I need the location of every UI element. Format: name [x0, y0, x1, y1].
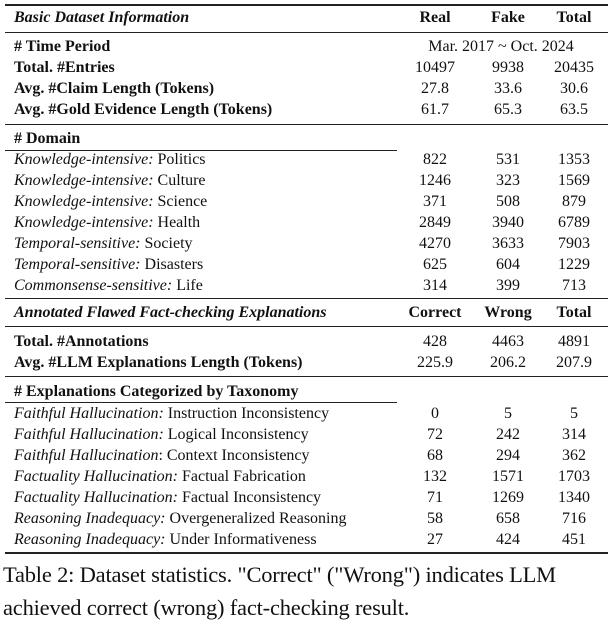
cell: 3940: [492, 214, 524, 231]
col-header-fake: Fake: [491, 9, 525, 26]
section2-header-row: [0, 302, 608, 323]
time-period-row: [0, 36, 608, 57]
cell: 1571: [492, 468, 524, 485]
row-prefix: Reasoning Inadequacy:: [14, 510, 166, 527]
cell: 716: [562, 510, 586, 527]
table-row: [0, 487, 608, 508]
cell: 3633: [492, 235, 524, 252]
row-label: Factual Inconsistency: [181, 489, 322, 506]
cell: 4463: [492, 333, 524, 350]
caption-text: Dataset statistics. "Correct" ("Wrong") indicates LLM achieved correct (wrong) fact-checking result.: [3, 562, 556, 620]
cell: 1229: [558, 256, 590, 273]
cell: 294: [496, 447, 520, 464]
row-prefix: Commonsense-sensitive:: [14, 277, 173, 294]
row-label: Society: [144, 235, 193, 252]
cell: 323: [496, 172, 520, 189]
row-label: Avg. #LLM Explanations Length (Tokens): [14, 354, 303, 371]
section1-end-rule: [5, 124, 608, 125]
row-label: Politics: [157, 151, 206, 168]
cell: 1353: [558, 151, 590, 168]
row-prefix: Faithful Hallucination: [14, 447, 159, 464]
table-row: [0, 99, 608, 120]
cell: 713: [562, 277, 586, 294]
col-header-wrong: Wrong: [484, 304, 532, 321]
cell: 10497: [415, 59, 455, 76]
table-row: [0, 445, 608, 466]
cell: 371: [423, 193, 447, 210]
section1-header-row: [0, 7, 608, 28]
cell: 225.9: [417, 354, 453, 371]
section2-end-rule: [5, 376, 608, 377]
cell: 658: [496, 510, 520, 527]
table-row: [0, 331, 608, 352]
row-prefix: Temporal-sensitive:: [14, 235, 141, 252]
row-prefix: Knowledge-intensive:: [14, 172, 154, 189]
table-row: [0, 424, 608, 445]
bottom-rule: [5, 552, 608, 554]
section2-title: Annotated Flawed Fact-checking Explanations: [14, 304, 327, 321]
row-label: Total. #Entries: [14, 59, 115, 76]
row-prefix: Knowledge-intensive:: [14, 151, 154, 168]
top-rule: [5, 4, 608, 6]
cell: 4891: [558, 333, 590, 350]
cell: 20435: [554, 59, 594, 76]
cell: 5: [570, 405, 578, 422]
table-row: [0, 191, 608, 212]
cell: 4270: [419, 235, 451, 252]
row-label: Culture: [157, 172, 206, 189]
table-row: [0, 233, 608, 254]
cell: 72: [427, 426, 443, 443]
row-label: : Context Inconsistency: [158, 447, 310, 464]
row-prefix: Temporal-sensitive:: [14, 256, 141, 273]
cell: 27.8: [421, 80, 449, 97]
cell: 1340: [558, 489, 590, 506]
row-label: Logical Inconsistency: [167, 426, 309, 443]
cell: 27: [427, 531, 443, 548]
cell: 7903: [558, 235, 590, 252]
row-label: Factual Fabrication: [181, 468, 306, 485]
cell: 5: [504, 405, 512, 422]
row-label: Avg. #Claim Length (Tokens): [14, 80, 215, 97]
cell: 61.7: [421, 101, 449, 118]
cell: 424: [496, 531, 520, 548]
cell: 2849: [419, 214, 451, 231]
row-prefix: Knowledge-intensive:: [14, 193, 154, 210]
row-prefix: Faithful Hallucination:: [14, 426, 164, 443]
taxonomy-title-row: [0, 381, 608, 402]
row-label: Avg. #Gold Evidence Length (Tokens): [14, 101, 273, 118]
cell: 0: [431, 405, 439, 422]
cell: 1703: [558, 468, 590, 485]
cell: 207.9: [556, 354, 592, 371]
header2-rule: [5, 326, 608, 327]
cell: 451: [562, 531, 586, 548]
table-caption: [3, 558, 608, 624]
cell: 1569: [558, 172, 590, 189]
row-prefix: Factuality Hallucination:: [14, 468, 178, 485]
cell: 399: [496, 277, 520, 294]
cell: 879: [562, 193, 586, 210]
domain-end-rule: [5, 298, 608, 299]
row-label: Health: [157, 214, 201, 231]
table-row: [0, 352, 608, 373]
cell: 6789: [558, 214, 590, 231]
table-row: [0, 529, 608, 550]
col-header-total: Total: [556, 304, 592, 321]
cell: 822: [423, 151, 447, 168]
domain-title: # Domain: [14, 130, 81, 147]
table-row: [0, 275, 608, 296]
table-row: [0, 149, 608, 170]
cell: 604: [496, 256, 520, 273]
cell: 58: [427, 510, 443, 527]
table-row: [0, 466, 608, 487]
cell: 68: [427, 447, 443, 464]
taxonomy-title: # Explanations Categorized by Taxonomy: [14, 383, 299, 400]
row-prefix: Knowledge-intensive:: [14, 214, 154, 231]
cell: 63.5: [560, 101, 588, 118]
caption-label: Table 2:: [3, 562, 75, 587]
cell: 625: [423, 256, 447, 273]
header1-rule: [5, 32, 608, 33]
cell: 132: [423, 468, 447, 485]
cell: 71: [427, 489, 443, 506]
cell: 65.3: [494, 101, 522, 118]
row-label: Disasters: [144, 256, 204, 273]
table-row: [0, 170, 608, 191]
table-row: [0, 212, 608, 233]
table-row: [0, 508, 608, 529]
table-row: [0, 78, 608, 99]
col-header-real: Real: [419, 9, 451, 26]
cell: 314: [562, 426, 586, 443]
time-period-label: # Time Period: [14, 38, 111, 55]
row-label: Total. #Annotations: [14, 333, 149, 350]
cell: 1269: [492, 489, 524, 506]
row-label: Science: [157, 193, 208, 210]
section1-title: Basic Dataset Information: [14, 9, 190, 26]
cell: 33.6: [494, 80, 522, 97]
cell: 1246: [419, 172, 451, 189]
cell: 531: [496, 151, 520, 168]
col-header-correct: Correct: [408, 304, 462, 321]
cell: 362: [562, 447, 586, 464]
cell: 242: [496, 426, 520, 443]
row-label: Instruction Inconsistency: [167, 405, 330, 422]
table-row: [0, 57, 608, 78]
row-label: Life: [176, 277, 203, 294]
table-row: [0, 403, 608, 424]
row-prefix: Faithful Hallucination:: [14, 405, 164, 422]
cell: 9938: [492, 59, 524, 76]
cell: 206.2: [490, 354, 526, 371]
row-label: Overgeneralized Reasoning: [169, 510, 347, 527]
row-prefix: Reasoning Inadequacy:: [14, 531, 166, 548]
row-label: Under Informativeness: [169, 531, 317, 548]
cell: 314: [423, 277, 447, 294]
domain-title-row: [0, 128, 608, 149]
time-period-value: Mar. 2017 ~ Oct. 2024: [428, 38, 574, 55]
row-prefix: Factuality Hallucination:: [14, 489, 178, 506]
cell: 30.6: [560, 80, 588, 97]
cell: 428: [423, 333, 447, 350]
cell: 508: [496, 193, 520, 210]
col-header-total: Total: [556, 9, 592, 26]
table-row: [0, 254, 608, 275]
